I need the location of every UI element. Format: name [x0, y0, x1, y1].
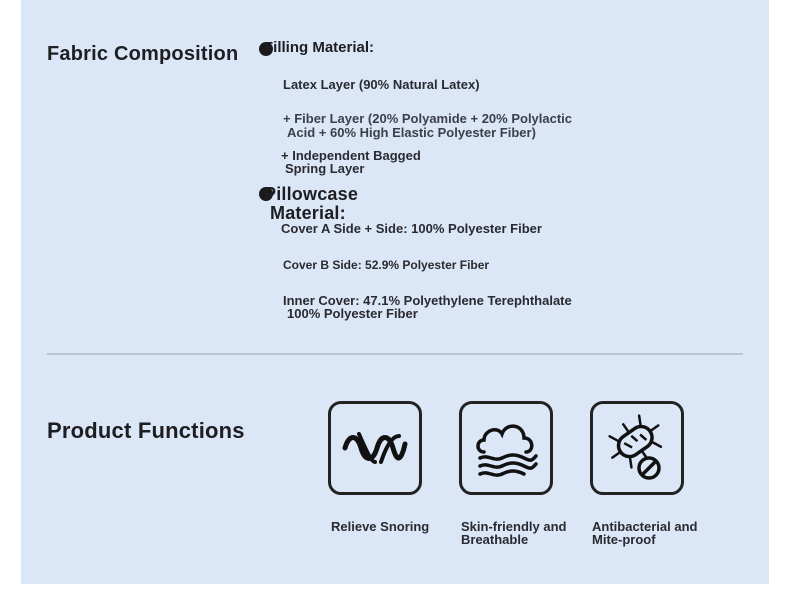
- cover-b-text: Cover B Side: 52.9% Polyester Fiber: [283, 258, 490, 272]
- section-divider: [47, 353, 743, 355]
- cloud-layers-icon: [462, 404, 550, 492]
- bacteria-icon: [593, 404, 681, 492]
- antibacterial-label: Antibacterial and Mite-proof: [592, 519, 698, 547]
- relieve-snoring-tile: [328, 401, 422, 495]
- relieve-snoring-label: Relieve Snoring: [331, 519, 430, 534]
- fiber-layer-text-2: Acid + 60% High Elastic Polyester Fiber): [287, 125, 536, 140]
- inner-cover-text-2: 100% Polyester Fiber: [287, 306, 418, 321]
- fiber-layer-text-1: + Fiber Layer (20% Polyamide + 20% Polylactic: [283, 111, 573, 126]
- antibacterial-tile: [590, 401, 684, 495]
- spring-layer-text-2: Spring Layer: [285, 161, 365, 176]
- pillowcase-heading-line1: Pillowcase: [264, 184, 359, 204]
- fabric-composition-title: Fabric Composition: [47, 43, 239, 65]
- skin-friendly-label: Skin-friendly and Breathable: [461, 519, 567, 547]
- pillowcase-heading-line2: Material:: [270, 203, 346, 223]
- inner-cover-text-1: Inner Cover: 47.1% Polyethylene Terephthalate: [283, 293, 572, 308]
- spring-layer-text-1: + Independent Bagged: [281, 148, 421, 163]
- latex-layer-text: Latex Layer (90% Natural Latex): [283, 77, 480, 92]
- wave-icon: [331, 404, 419, 492]
- filling-material-heading: Filling Material:: [264, 39, 375, 56]
- cover-a-text: Cover A Side + Side: 100% Polyester Fiber: [281, 221, 542, 236]
- skin-friendly-tile: [459, 401, 553, 495]
- product-functions-title: Product Functions: [47, 418, 245, 443]
